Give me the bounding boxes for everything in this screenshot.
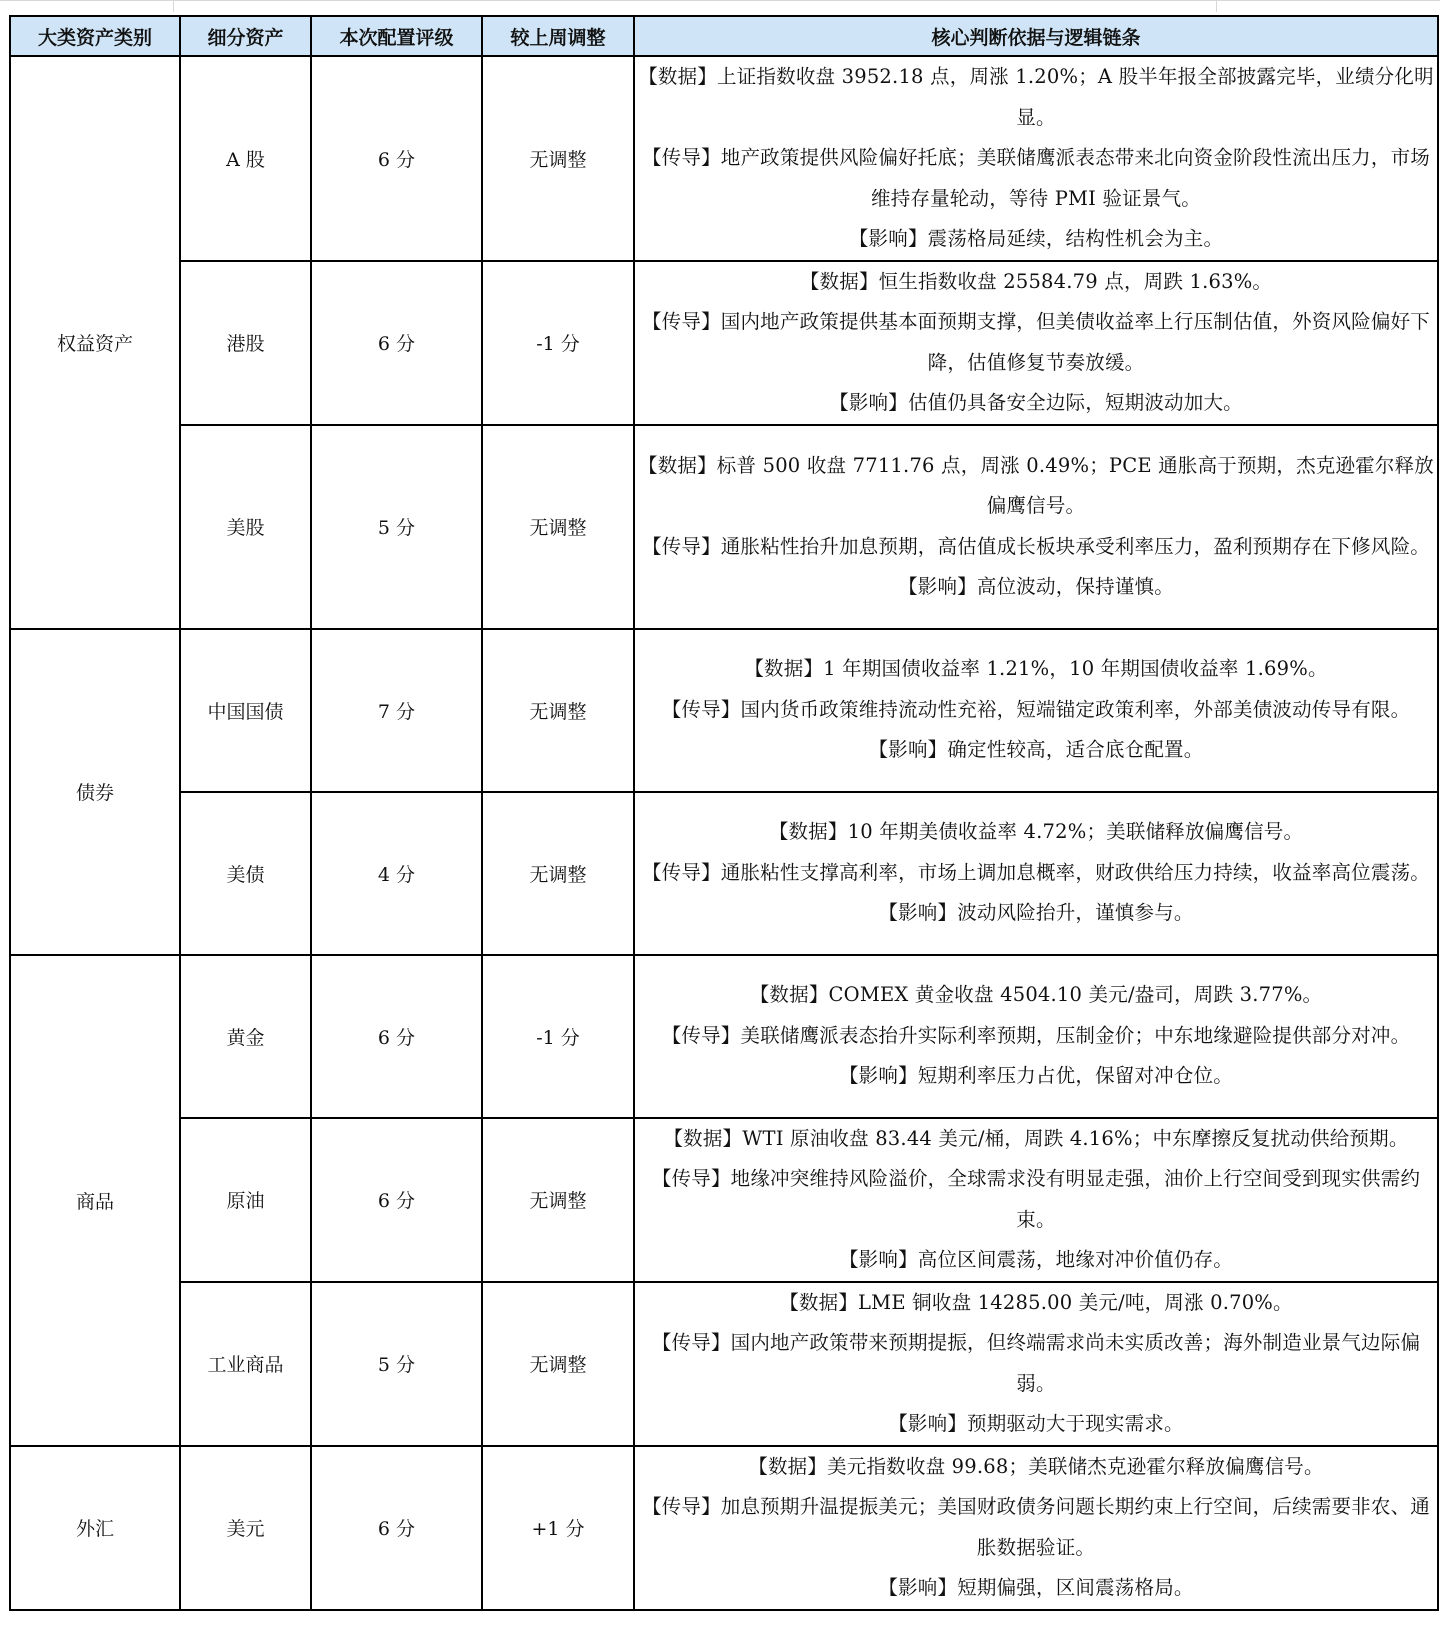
rating-cell: 6 分 xyxy=(311,955,482,1118)
asset-cell: 原油 xyxy=(180,1118,311,1282)
change-cell: -1 分 xyxy=(482,955,634,1118)
logic-impact-line: 【影响】短期偏强，区间震荡格局。 xyxy=(878,1576,1194,1599)
logic-data-line: 【数据】WTI 原油收盘 83.44 美元/桶，周跌 4.16%；中东摩擦反复扰动供给预期。 xyxy=(663,1126,1409,1150)
logic-impact-line: 【影响】预期驱动大于现实需求。 xyxy=(888,1412,1184,1435)
logic-cell xyxy=(634,425,1438,629)
rating-cell: 6 分 xyxy=(311,261,482,425)
logic-cell xyxy=(634,261,1438,425)
logic-transmission-line: 【传导】地缘冲突维持风险溢价，全球需求没有明显走强，油价上行空间受到现实供需约束。 xyxy=(651,1167,1421,1231)
change-cell: 无调整 xyxy=(482,792,634,955)
change-cell: 无调整 xyxy=(482,629,634,792)
column-header-asset: 细分资产 xyxy=(180,16,311,56)
rating-cell: 6 分 xyxy=(311,1118,482,1282)
column-header-category: 大类资产类别 xyxy=(10,16,180,56)
top-rule-tick xyxy=(1216,0,1217,12)
asset-cell: 港股 xyxy=(180,261,311,425)
table-row xyxy=(10,629,1438,792)
table-row xyxy=(10,425,1438,629)
logic-transmission-line: 【传导】通胀粘性支撑高利率，市场上调加息概率，财政供给压力持续，收益率高位震荡。 xyxy=(641,860,1430,884)
logic-transmission-line: 【传导】国内地产政策带来预期提振，但终端需求尚未实质改善；海外制造业景气边际偏弱。 xyxy=(651,1331,1421,1395)
logic-data-line: 【数据】恒生指数收盘 25584.79 点，周跌 1.63%。 xyxy=(799,269,1273,293)
change-cell: 无调整 xyxy=(482,1118,634,1282)
logic-data-line: 【数据】1 年期国债收益率 1.21%，10 年期国债收益率 1.69%。 xyxy=(744,657,1328,681)
table-row xyxy=(10,1118,1438,1282)
change-cell: 无调整 xyxy=(482,1282,634,1446)
logic-impact-line: 【影响】短期利率压力占优，保留对冲仓位。 xyxy=(838,1064,1233,1088)
asset-cell: A 股 xyxy=(180,56,311,261)
logic-cell xyxy=(634,955,1438,1118)
logic-cell xyxy=(634,792,1438,955)
asset-cell: 工业商品 xyxy=(180,1282,311,1446)
logic-data-line: 【数据】10 年期美债收益率 4.72%；美联储释放偏鹰信号。 xyxy=(768,820,1304,844)
category-cell: 商品 xyxy=(10,955,180,1446)
change-cell: +1 分 xyxy=(482,1446,634,1610)
asset-cell: 美股 xyxy=(180,425,311,629)
table-row xyxy=(10,1282,1438,1446)
rating-cell: 6 分 xyxy=(311,56,482,261)
table-row xyxy=(10,955,1438,1118)
asset-cell: 黄金 xyxy=(180,955,311,1118)
change-cell: 无调整 xyxy=(482,56,634,261)
logic-cell xyxy=(634,1282,1438,1446)
page-top-rule xyxy=(0,0,1440,14)
logic-transmission-line: 【传导】通胀粘性抬升加息预期，高估值成长板块承受利率压力，盈利预期存在下修风险。 xyxy=(641,534,1430,558)
logic-impact-line: 【影响】高位波动，保持谨慎。 xyxy=(898,575,1174,598)
logic-transmission-line: 【传导】国内货币政策维持流动性充裕，短端锚定政策利率，外部美债波动传导有限。 xyxy=(661,697,1411,721)
category-cell: 债券 xyxy=(10,629,180,955)
logic-cell xyxy=(634,56,1438,261)
logic-transmission-line: 【传导】美联储鹰派表态抬升实际利率预期，压制金价；中东地缘避险提供部分对冲。 xyxy=(661,1023,1411,1047)
logic-transmission-line: 【传导】加息预期升温提振美元；美国财政债务问题长期约束上行空间，后续需要非农、通胀数据验证。 xyxy=(641,1495,1430,1559)
column-header-change: 较上周调整 xyxy=(482,16,634,56)
logic-transmission-line: 【传导】国内地产政策提供基本面预期支撑，但美债收益率上行压制估值，外资风险偏好下降，估值修复节奏放缓。 xyxy=(641,310,1430,374)
table-row xyxy=(10,1446,1438,1610)
logic-impact-line: 【影响】波动风险抬升，谨慎参与。 xyxy=(878,901,1194,925)
table-row xyxy=(10,56,1438,261)
rating-cell: 5 分 xyxy=(311,425,482,629)
table-row xyxy=(10,261,1438,425)
change-cell: -1 分 xyxy=(482,261,634,425)
asset-allocation-table xyxy=(9,15,1439,1611)
top-rule-line xyxy=(0,0,1440,1)
asset-cell: 中国国债 xyxy=(180,629,311,792)
logic-impact-line: 【影响】高位区间震荡，地缘对冲价值仍存。 xyxy=(838,1248,1233,1271)
logic-impact-line: 【影响】震荡格局延续，结构性机会为主。 xyxy=(848,227,1224,250)
table-row xyxy=(10,792,1438,955)
change-cell: 无调整 xyxy=(482,425,634,629)
logic-transmission-line: 【传导】地产政策提供风险偏好托底；美联储鹰派表态带来北向资金阶段性流出压力，市场维持存量轮动，等待 PMI 验证景气。 xyxy=(641,146,1430,210)
logic-cell xyxy=(634,1118,1438,1282)
logic-data-line: 【数据】上证指数收盘 3952.18 点，周涨 1.20%；A 股半年报全部披露完毕，业绩分化明显。 xyxy=(638,65,1434,129)
logic-impact-line: 【影响】确定性较高，适合底仓配置。 xyxy=(868,738,1204,762)
logic-data-line: 【数据】COMEX 黄金收盘 4504.10 美元/盎司，周跌 3.77%。 xyxy=(749,983,1323,1007)
rating-cell: 6 分 xyxy=(311,1446,482,1610)
logic-cell xyxy=(634,629,1438,792)
asset-cell: 美债 xyxy=(180,792,311,955)
logic-data-line: 【数据】美元指数收盘 99.68；美联储杰克逊霍尔释放偏鹰信号。 xyxy=(748,1454,1324,1478)
rating-cell: 7 分 xyxy=(311,629,482,792)
logic-data-line: 【数据】标普 500 收盘 7711.76 点，周涨 0.49%；PCE 通胀高于预期，杰克逊霍尔释放偏鹰信号。 xyxy=(638,453,1434,517)
logic-data-line: 【数据】LME 铜收盘 14285.00 美元/吨，周涨 0.70%。 xyxy=(779,1290,1293,1314)
category-cell: 外汇 xyxy=(10,1446,180,1610)
column-header-logic: 核心判断依据与逻辑链条 xyxy=(634,16,1438,56)
logic-cell xyxy=(634,1446,1438,1610)
rating-cell: 4 分 xyxy=(311,792,482,955)
category-cell: 权益资产 xyxy=(10,56,180,629)
logic-impact-line: 【影响】估值仍具备安全边际，短期波动加大。 xyxy=(829,391,1243,414)
asset-cell: 美元 xyxy=(180,1446,311,1610)
table-header-row xyxy=(10,16,1438,56)
top-rule-tick xyxy=(173,0,174,12)
rating-cell: 5 分 xyxy=(311,1282,482,1446)
column-header-rating: 本次配置评级 xyxy=(311,16,482,56)
